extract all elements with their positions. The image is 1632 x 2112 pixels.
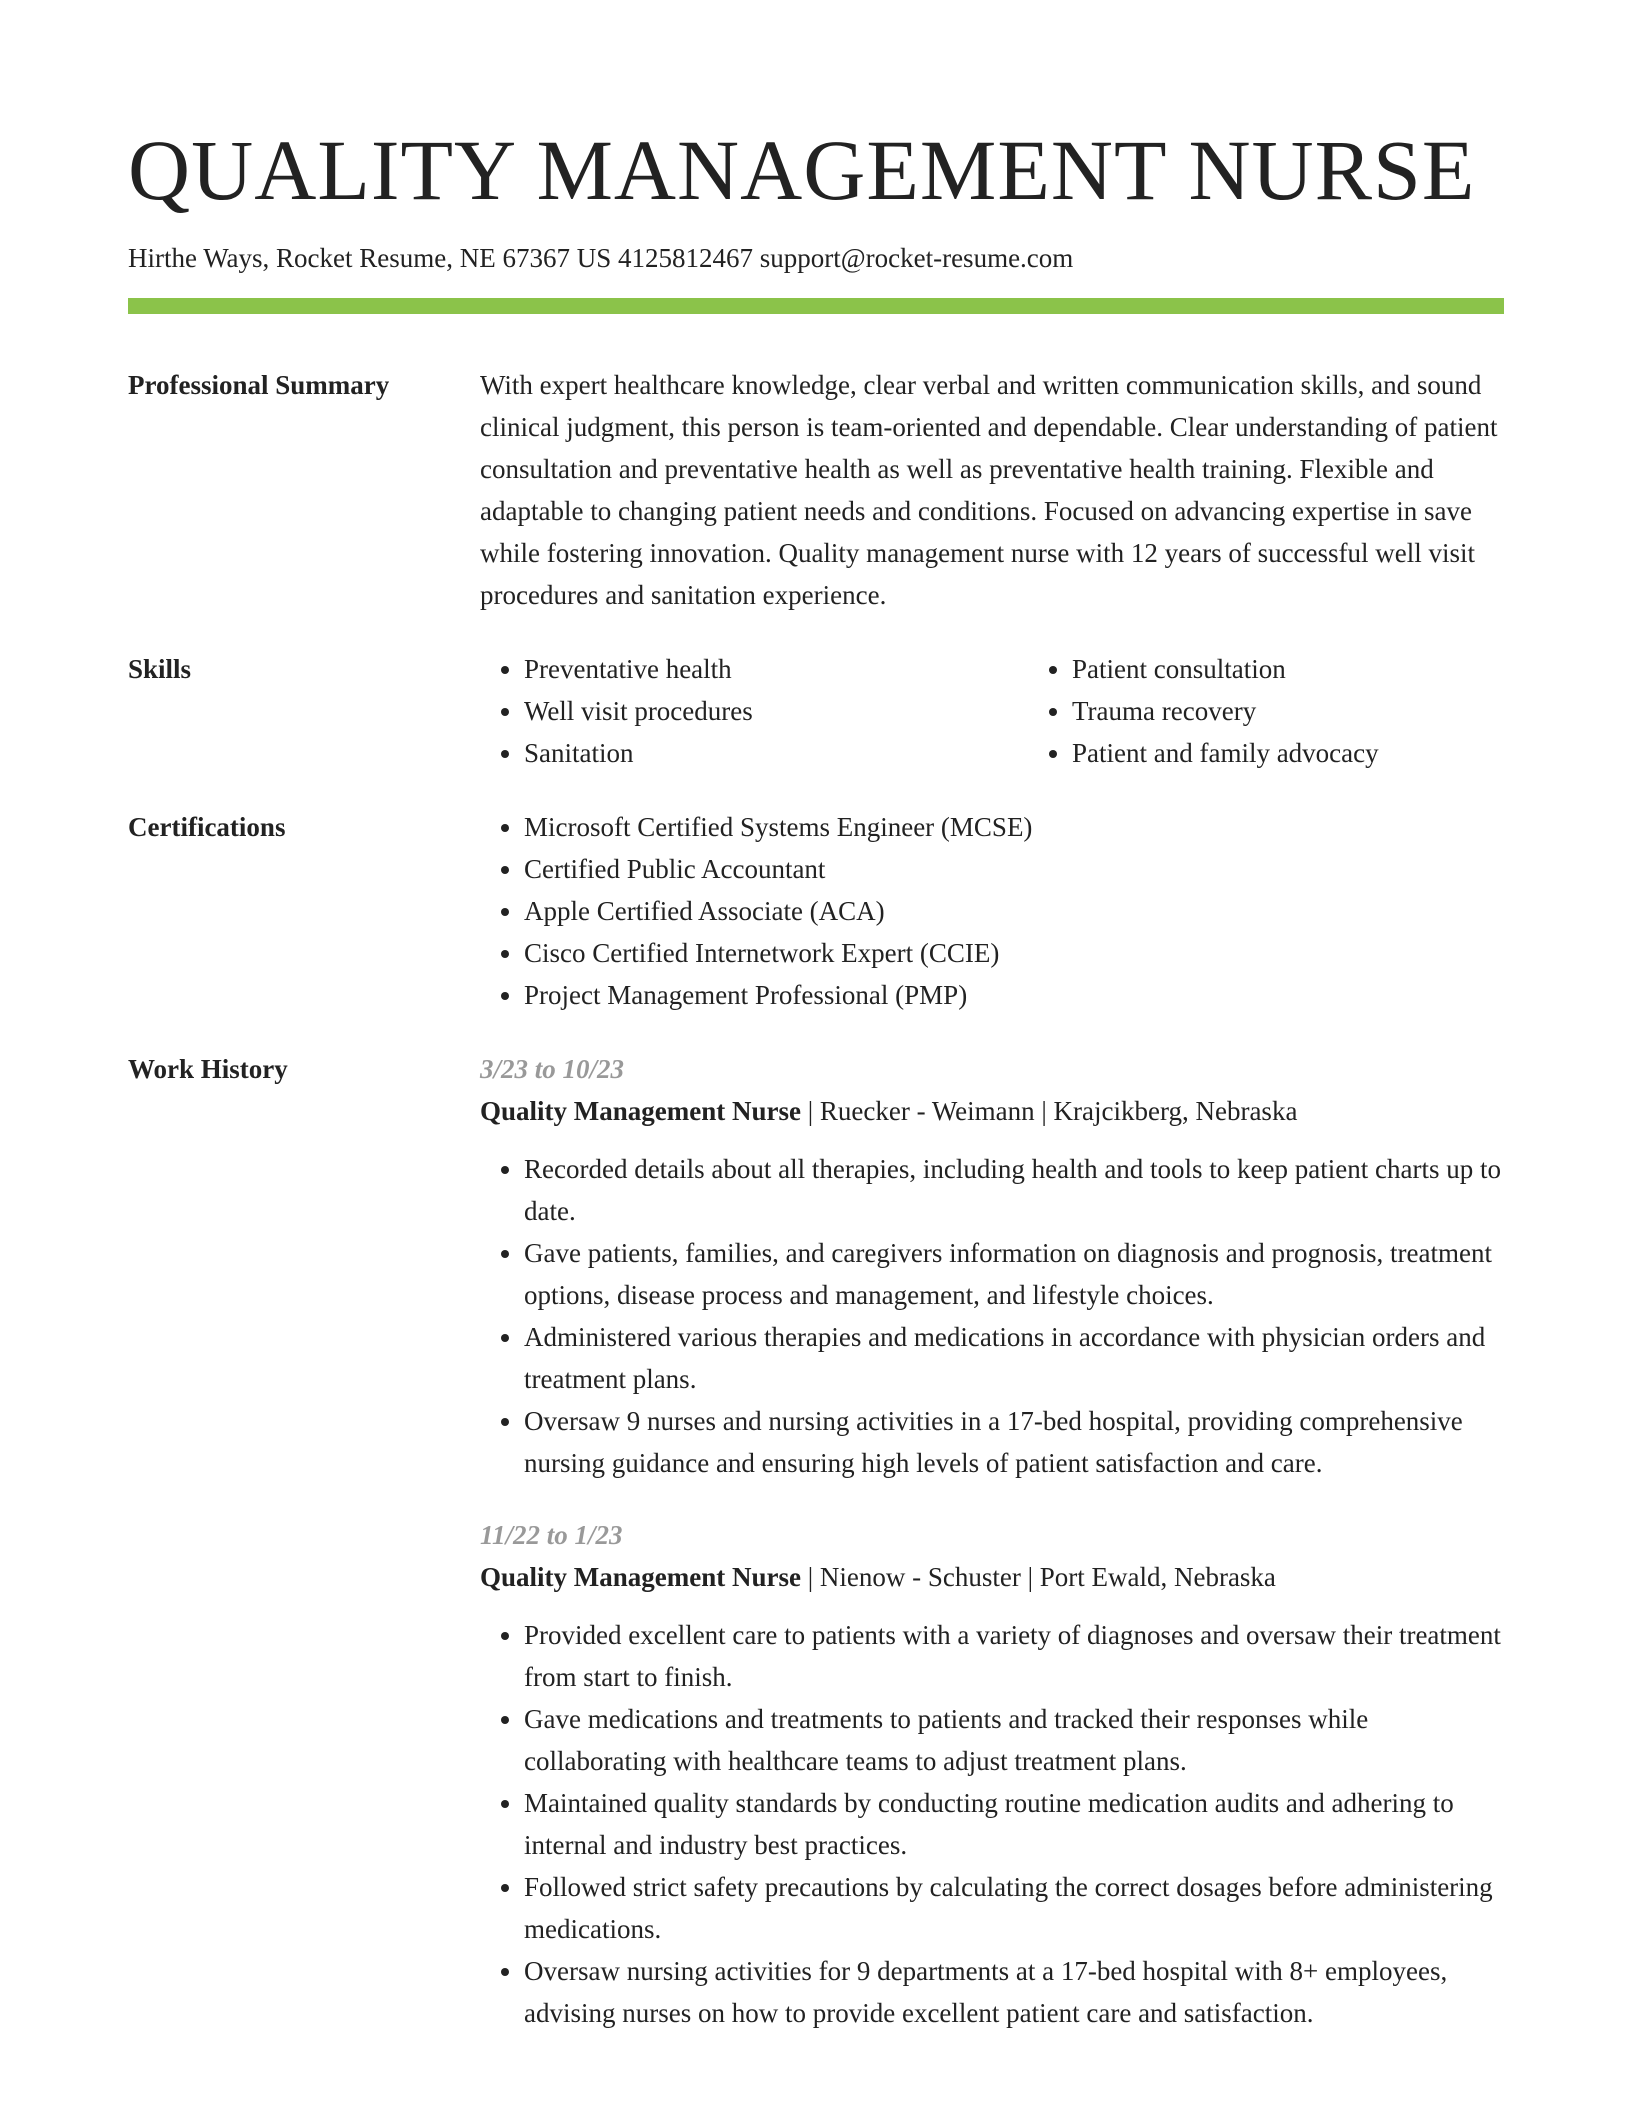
skill-item: • Patient consultation [1072,648,1576,690]
job-entry [480,1048,1504,1484]
summary-section [128,364,1504,616]
job-bullet: • Oversaw 9 nurses and nursing activities in a 17-bed hospital, providing comprehensive nursing guidance and ensuring high levels of patient satisfaction and care. [524,1400,1504,1484]
accent-divider [128,298,1504,314]
skills-grid [480,648,1504,774]
skills-body [480,648,1504,774]
job-title: Quality Management Nurse [480,1096,801,1126]
work-history-heading: Work History [128,1054,288,1084]
job-bullets [480,1148,1504,1484]
job-dates: 11/22 to 1/23 [480,1520,623,1550]
certification-item: • Cisco Certified Internetwork Expert (CCIE) [524,932,1504,974]
summary-body [480,364,1504,616]
certifications-section [128,806,1504,1016]
summary-text: With expert healthcare knowledge, clear verbal and written communication skills, and sound clinical judgment, this person is team-oriented and dependable. Clear understanding of patient consultation and preventative health as well as preventative health training. Flexible and adaptable to changing patient needs and conditions. Focused on advancing expertise in save while fostering innovation. Quality management nurse with 12 years of successful well visit procedures and sanitation experience. [480,370,1498,610]
job-dates: 3/23 to 10/23 [480,1054,625,1084]
job-bullet: • Recorded details about all therapies, including health and tools to keep patient charts up to date. [524,1148,1504,1232]
job-header [480,1090,1504,1132]
work-history-section [128,1048,1504,2034]
certification-item: • Microsoft Certified Systems Engineer (MCSE) [524,806,1504,848]
job-bullet: • Oversaw nursing activities for 9 departments at a 17-bed hospital with 8+ employees, advising nurses on how to provide excellent patient care and satisfaction. [524,1950,1504,2034]
certifications-body [480,806,1504,1016]
job-title: Quality Management Nurse [480,1562,801,1592]
resume-title: QUALITY MANAGEMENT NURSE [128,122,1476,218]
job-bullet: • Administered various therapies and medications in accordance with physician orders and treatment plans. [524,1316,1504,1400]
certifications-list [480,806,1504,1016]
certification-item: • Apple Certified Associate (ACA) [524,890,1504,932]
skills-heading: Skills [128,654,192,684]
certification-item: • Project Management Professional (PMP) [524,974,1504,1016]
skills-section [128,648,1504,774]
job-bullet: • Gave medications and treatments to patients and tracked their responses while collaborating with healthcare teams to adjust treatment plans. [524,1698,1504,1782]
job-bullet: • Maintained quality standards by conducting routine medication audits and adhering to internal and industry best practices. [524,1782,1504,1866]
job-bullet: • Followed strict safety precautions by calculating the correct dosages before administering medications. [524,1866,1504,1950]
skill-item: • Preventative health [524,648,1028,690]
skill-item: • Patient and family advocacy [1072,732,1576,774]
resume-page [128,0,1504,2034]
summary-heading: Professional Summary [128,370,390,400]
job-entry [480,1514,1504,2034]
skill-item: • Sanitation [524,732,1028,774]
job-header [480,1556,1504,1598]
job-bullet: • Gave patients, families, and caregivers information on diagnosis and prognosis, treatment options, disease process and management, and lifestyle choices. [524,1232,1504,1316]
work-history-body [480,1048,1504,2034]
job-employer-location: | Nienow - Schuster | Port Ewald, Nebraska [800,1562,1276,1592]
certifications-heading: Certifications [128,812,286,842]
job-bullets [480,1614,1504,2034]
job-bullet: • Provided excellent care to patients with a variety of diagnoses and oversaw their treatment from start to finish. [524,1614,1504,1698]
skills-column-right [1028,648,1576,774]
skill-item: • Well visit procedures [524,690,1028,732]
skills-column-left [480,648,1028,774]
job-employer-location: | Ruecker - Weimann | Krajcikberg, Nebraska [800,1096,1298,1126]
contact-line: Hirthe Ways, Rocket Resume, NE 67367 US 4125812467 support@rocket-resume.com [128,243,1074,273]
skill-item: • Trauma recovery [1072,690,1576,732]
certification-item: • Certified Public Accountant [524,848,1504,890]
